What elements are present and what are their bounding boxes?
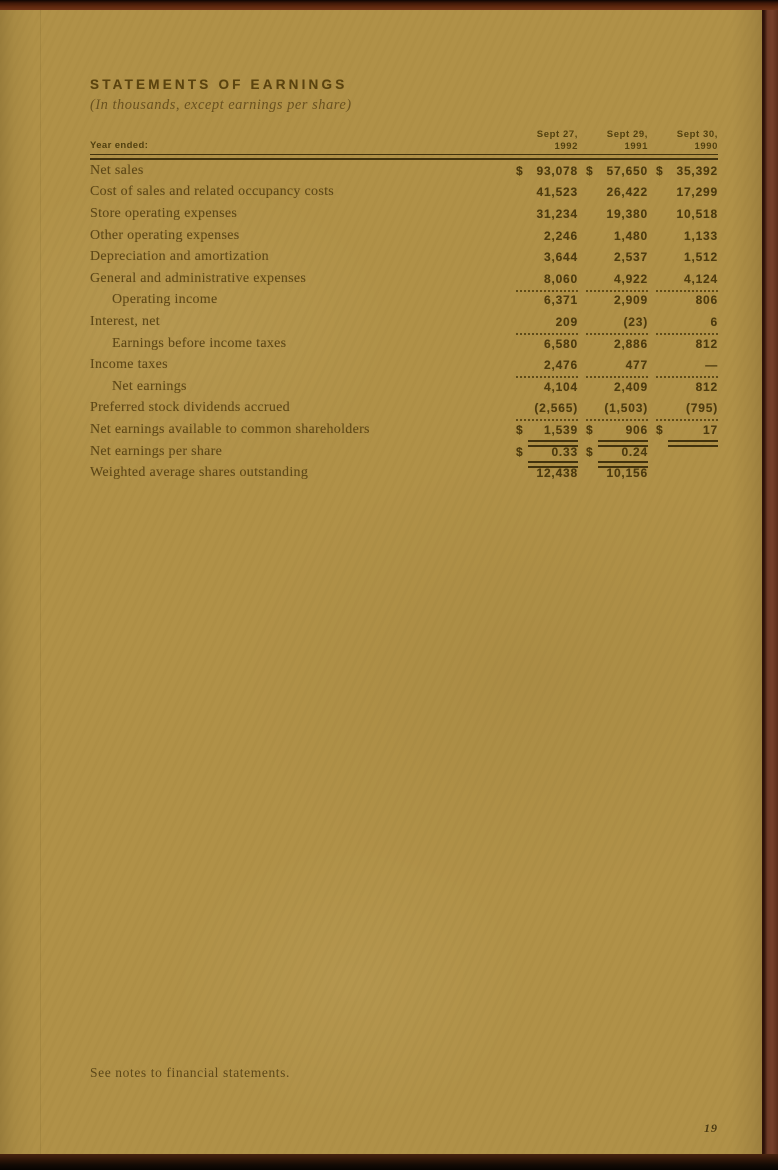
row-label: Weighted average shares outstanding [90, 465, 309, 481]
rule-segment [668, 440, 718, 447]
cell-value: 0.33 [551, 444, 578, 459]
dollar-sign: $ [586, 163, 593, 178]
cell-value: 812 [695, 336, 718, 351]
cell-value: 4,922 [613, 271, 648, 286]
page-bottom-edge [0, 1154, 778, 1170]
column-header-1991: Sept 29, 1991 [606, 129, 648, 152]
cell-value: 1,480 [613, 228, 648, 243]
column-header-1990: Sept 30, 1990 [676, 129, 718, 152]
cell-value: 0.24 [621, 444, 648, 459]
cell-value: (23) [623, 314, 648, 329]
value-cell [516, 423, 578, 437]
rule-segment [586, 376, 648, 378]
rule-segment [656, 419, 718, 421]
dollar-sign: $ [656, 163, 663, 178]
rule-segment [586, 333, 648, 335]
row-label: Preferred stock dividends accrued [90, 400, 290, 416]
row-label: Net earnings [112, 378, 187, 394]
value-cell [516, 272, 578, 286]
cell-value: (2,565) [534, 401, 578, 416]
cell-value: 19,380 [606, 206, 648, 221]
rule-segment [586, 290, 648, 292]
row-label: Net sales [90, 162, 144, 178]
value-cell [656, 423, 718, 437]
rule-segment [586, 419, 648, 421]
page-top-edge [0, 0, 778, 10]
dollar-sign: $ [516, 163, 523, 178]
value-cell [586, 466, 648, 480]
table-header-row [90, 124, 718, 152]
cell-value: 10,156 [606, 466, 648, 481]
page-number: 19 [704, 1121, 718, 1135]
cell-value: 3,644 [543, 250, 578, 265]
dollar-sign: $ [656, 422, 663, 437]
table-row [90, 354, 718, 376]
table-row [90, 268, 718, 290]
cell-value: 26,422 [606, 185, 648, 200]
value-cell [656, 358, 718, 372]
year-ended-label: Year ended: [90, 140, 149, 151]
page-right-edge [762, 8, 778, 1160]
value-cell [516, 185, 578, 199]
value-cell [516, 380, 578, 394]
cell-value: 2,476 [543, 358, 578, 373]
value-cell [516, 315, 578, 329]
value-cell [586, 337, 648, 351]
earnings-table [90, 124, 718, 484]
cell-value: 8,060 [543, 271, 578, 286]
cell-value: 17,299 [676, 185, 718, 200]
dollar-sign: $ [586, 444, 593, 459]
value-cell [586, 401, 648, 415]
cell-value: 812 [695, 379, 718, 394]
value-cell [656, 229, 718, 243]
rule-segment [516, 419, 578, 421]
cell-value: 4,104 [543, 379, 578, 394]
row-label: Store operating expenses [90, 205, 238, 221]
value-cell [586, 272, 648, 286]
cell-value: 6,371 [543, 293, 578, 308]
value-cell [586, 358, 648, 372]
table-row [90, 441, 718, 463]
table-row [90, 203, 718, 225]
cell-value: 1,133 [683, 228, 718, 243]
cell-value: (795) [685, 401, 718, 416]
table-row [90, 160, 718, 182]
row-label: Net earnings available to common shareholders [90, 421, 370, 437]
value-cell [656, 293, 718, 307]
cell-value: — [705, 358, 718, 373]
cell-value: 906 [625, 422, 648, 437]
cell-value: 477 [625, 358, 648, 373]
table-row [90, 333, 718, 355]
value-cell [586, 207, 648, 221]
value-cell [656, 185, 718, 199]
value-cell [586, 229, 648, 243]
table-body [90, 160, 718, 484]
row-label: Cost of sales and related occupancy costs [90, 184, 335, 200]
value-cell [516, 229, 578, 243]
dollar-sign: $ [586, 422, 593, 437]
rule-segment [516, 376, 578, 378]
footnote: See notes to financial statements. [90, 1065, 290, 1080]
value-cell [656, 207, 718, 221]
rule-segment [516, 290, 578, 292]
cell-value: 41,523 [536, 185, 578, 200]
value-cell [586, 164, 648, 178]
column-header-1992: Sept 27, 1992 [536, 129, 578, 152]
value-cell [516, 466, 578, 480]
row-label: Net earnings per share [90, 443, 223, 459]
value-cell [586, 293, 648, 307]
value-cell [586, 380, 648, 394]
cell-value: 4,124 [683, 271, 718, 286]
cell-value: 2,246 [543, 228, 578, 243]
cell-value: 12,438 [536, 466, 578, 481]
value-cell [516, 358, 578, 372]
cell-value: 1,539 [543, 422, 578, 437]
cell-value: 17 [703, 422, 718, 437]
row-label: Income taxes [90, 357, 168, 373]
value-cell [586, 445, 648, 459]
table-row [90, 462, 718, 484]
value-cell [656, 250, 718, 264]
cell-value: (1,503) [604, 401, 648, 416]
value-cell [516, 445, 578, 459]
value-cell [656, 315, 718, 329]
cell-value: 2,409 [613, 379, 648, 394]
rule-segment [516, 333, 578, 335]
value-cell [656, 337, 718, 351]
cell-value: 209 [555, 314, 578, 329]
cell-value: 57,650 [606, 163, 648, 178]
page-title: STATEMENTS OF EARNINGS [90, 77, 348, 92]
cell-value: 1,512 [683, 250, 718, 265]
row-label: Operating income [112, 292, 218, 308]
table-row [90, 290, 718, 312]
table-row [90, 311, 718, 333]
value-cell [586, 423, 648, 437]
paper-crease [40, 0, 41, 1170]
table-row [90, 225, 718, 247]
cell-value: 2,886 [613, 336, 648, 351]
value-cell [586, 185, 648, 199]
value-cell [516, 250, 578, 264]
cell-value: 31,234 [536, 206, 578, 221]
cell-value: 93,078 [536, 163, 578, 178]
cell-value: 2,537 [613, 250, 648, 265]
cell-value: 6 [710, 314, 718, 329]
value-cell [516, 293, 578, 307]
row-label: Other operating expenses [90, 227, 240, 243]
table-row [90, 419, 718, 441]
value-cell [656, 401, 718, 415]
value-cell [586, 315, 648, 329]
cell-value: 6,580 [543, 336, 578, 351]
table-row [90, 376, 718, 398]
rule-segment [656, 376, 718, 378]
table-row [90, 398, 718, 420]
value-cell [586, 250, 648, 264]
value-cell [656, 272, 718, 286]
cell-value: 806 [695, 293, 718, 308]
value-cell [516, 337, 578, 351]
rule-segment [656, 333, 718, 335]
cell-value: 10,518 [676, 206, 718, 221]
cell-value: 35,392 [676, 163, 718, 178]
table-row [90, 246, 718, 268]
row-label: General and administrative expenses [90, 270, 307, 286]
row-label: Earnings before income taxes [112, 335, 287, 351]
value-cell [516, 164, 578, 178]
value-cell [516, 207, 578, 221]
row-label: Depreciation and amortization [90, 249, 269, 265]
value-cell [656, 164, 718, 178]
value-cell [656, 380, 718, 394]
dollar-sign: $ [516, 422, 523, 437]
rule-segment [656, 290, 718, 292]
dollar-sign: $ [516, 444, 523, 459]
value-cell [516, 401, 578, 415]
page-subtitle: (In thousands, except earnings per share) [90, 97, 352, 113]
table-row [90, 182, 718, 204]
cell-value: 2,909 [613, 293, 648, 308]
row-label: Interest, net [90, 313, 160, 329]
